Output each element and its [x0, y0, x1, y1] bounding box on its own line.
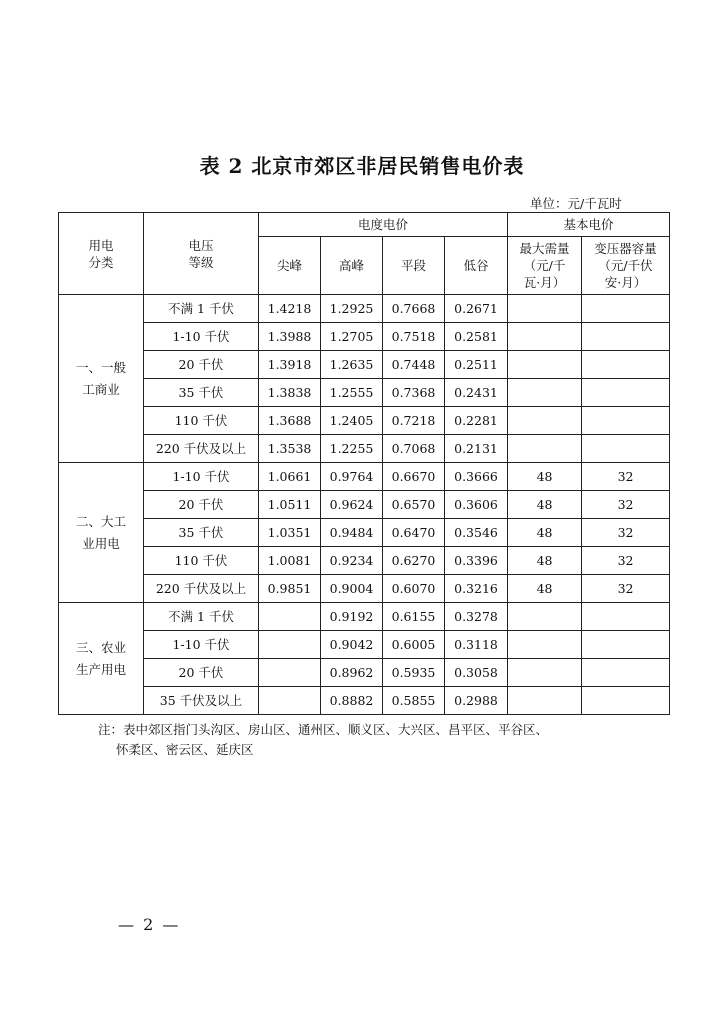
transformer-cell	[582, 323, 670, 351]
category-cell: 三、农业 生产用电	[59, 603, 144, 715]
transformer-cell	[582, 603, 670, 631]
flat-cell: 0.6270	[383, 547, 445, 575]
transformer-cell: 32	[582, 463, 670, 491]
transformer-cell	[582, 631, 670, 659]
voltage-cell: 110 千伏	[144, 407, 259, 435]
page-number: — 2 —	[118, 915, 181, 934]
voltage-cell: 20 千伏	[144, 351, 259, 379]
peak-cell: 1.2255	[321, 435, 383, 463]
peak-cell: 0.9192	[321, 603, 383, 631]
transformer-cell	[582, 687, 670, 715]
max-demand-cell	[508, 379, 582, 407]
peak-cell: 0.9624	[321, 491, 383, 519]
sharp-peak-cell: 1.3918	[259, 351, 321, 379]
peak-cell: 1.2405	[321, 407, 383, 435]
header-transformer	[582, 237, 670, 295]
peak-cell: 0.9484	[321, 519, 383, 547]
sharp-peak-cell: 1.4218	[259, 295, 321, 323]
table-row	[59, 407, 670, 435]
peak-cell: 0.9234	[321, 547, 383, 575]
flat-cell: 0.7218	[383, 407, 445, 435]
header-max-demand-text: 最大需量 （元/千 瓦·月）	[519, 241, 570, 290]
sharp-peak-cell: 1.3688	[259, 407, 321, 435]
header-valley: 低谷	[445, 237, 508, 295]
valley-cell: 0.3058	[445, 659, 508, 687]
peak-cell: 1.2635	[321, 351, 383, 379]
voltage-cell: 20 千伏	[144, 491, 259, 519]
table-row	[59, 575, 670, 603]
voltage-cell: 1-10 千伏	[144, 463, 259, 491]
valley-cell: 0.3546	[445, 519, 508, 547]
unit-label: 单位：元/千瓦时	[530, 196, 622, 211]
voltage-cell: 20 千伏	[144, 659, 259, 687]
valley-cell: 0.2988	[445, 687, 508, 715]
flat-cell: 0.6670	[383, 463, 445, 491]
max-demand-cell	[508, 351, 582, 379]
sharp-peak-cell	[259, 687, 321, 715]
table-title: 表 2 北京市郊区非居民销售电价表	[199, 154, 525, 178]
table-row	[59, 687, 670, 715]
peak-cell: 0.8882	[321, 687, 383, 715]
sharp-peak-cell: 1.0511	[259, 491, 321, 519]
peak-cell: 0.8962	[321, 659, 383, 687]
sharp-peak-cell: 1.3538	[259, 435, 321, 463]
transformer-cell	[582, 295, 670, 323]
header-capacity-group: 基本电价	[508, 213, 670, 237]
sharp-peak-cell	[259, 603, 321, 631]
valley-cell: 0.3666	[445, 463, 508, 491]
max-demand-cell	[508, 631, 582, 659]
transformer-cell: 32	[582, 491, 670, 519]
peak-cell: 1.2555	[321, 379, 383, 407]
header-peak: 高峰	[321, 237, 383, 295]
max-demand-cell	[508, 435, 582, 463]
max-demand-cell	[508, 659, 582, 687]
voltage-cell: 不满 1 千伏	[144, 295, 259, 323]
header-max-demand	[508, 237, 582, 295]
transformer-cell: 32	[582, 575, 670, 603]
transformer-cell: 32	[582, 547, 670, 575]
voltage-cell: 220 千伏及以上	[144, 575, 259, 603]
flat-cell: 0.6005	[383, 631, 445, 659]
voltage-cell: 不满 1 千伏	[144, 603, 259, 631]
sharp-peak-cell: 1.0351	[259, 519, 321, 547]
voltage-cell: 35 千伏	[144, 379, 259, 407]
header-flat: 平段	[383, 237, 445, 295]
category-cell: 二、大工 业用电	[59, 463, 144, 603]
header-category	[59, 213, 144, 295]
flat-cell: 0.7448	[383, 351, 445, 379]
table-row	[59, 435, 670, 463]
transformer-cell	[582, 659, 670, 687]
max-demand-cell: 48	[508, 519, 582, 547]
transformer-cell	[582, 351, 670, 379]
header-transformer-text: 变压器容量 （元/千伏 安·月）	[594, 241, 657, 290]
voltage-cell: 35 千伏	[144, 519, 259, 547]
table-row	[59, 659, 670, 687]
table-row	[59, 491, 670, 519]
header-sharp-peak: 尖峰	[259, 237, 321, 295]
sharp-peak-cell	[259, 631, 321, 659]
valley-cell: 0.3278	[445, 603, 508, 631]
footnote	[98, 720, 548, 760]
table-row	[59, 519, 670, 547]
transformer-cell	[582, 435, 670, 463]
max-demand-cell: 48	[508, 547, 582, 575]
table-row	[59, 603, 670, 631]
table-row	[59, 547, 670, 575]
header-voltage-text: 电压 等级	[188, 237, 214, 270]
transformer-cell	[582, 407, 670, 435]
transformer-cell: 32	[582, 519, 670, 547]
header-category-text: 用电 分类	[88, 237, 114, 270]
flat-cell: 0.7068	[383, 435, 445, 463]
valley-cell: 0.2431	[445, 379, 508, 407]
table-row	[59, 295, 670, 323]
flat-cell: 0.6470	[383, 519, 445, 547]
footnote-line-1: 注：表中郊区指门头沟区、房山区、通州区、顺义区、大兴区、昌平区、平谷区、	[98, 722, 549, 737]
flat-cell: 0.7668	[383, 295, 445, 323]
max-demand-cell	[508, 687, 582, 715]
flat-cell: 0.7368	[383, 379, 445, 407]
max-demand-cell	[508, 407, 582, 435]
voltage-cell: 110 千伏	[144, 547, 259, 575]
valley-cell: 0.2581	[445, 323, 508, 351]
peak-cell: 1.2925	[321, 295, 383, 323]
valley-cell: 0.2671	[445, 295, 508, 323]
sharp-peak-cell: 1.0661	[259, 463, 321, 491]
transformer-cell	[582, 379, 670, 407]
voltage-cell: 1-10 千伏	[144, 323, 259, 351]
max-demand-cell	[508, 603, 582, 631]
flat-cell: 0.6570	[383, 491, 445, 519]
valley-cell: 0.2511	[445, 351, 508, 379]
price-table	[58, 212, 670, 715]
header-voltage	[144, 213, 259, 295]
table-row	[59, 323, 670, 351]
valley-cell: 0.3118	[445, 631, 508, 659]
sharp-peak-cell	[259, 659, 321, 687]
flat-cell: 0.6155	[383, 603, 445, 631]
max-demand-cell: 48	[508, 463, 582, 491]
flat-cell: 0.5935	[383, 659, 445, 687]
flat-cell: 0.7518	[383, 323, 445, 351]
peak-cell: 0.9764	[321, 463, 383, 491]
table-row	[59, 631, 670, 659]
table-row	[59, 379, 670, 407]
peak-cell: 1.2705	[321, 323, 383, 351]
flat-cell: 0.6070	[383, 575, 445, 603]
max-demand-cell	[508, 295, 582, 323]
voltage-cell: 35 千伏及以上	[144, 687, 259, 715]
voltage-cell: 1-10 千伏	[144, 631, 259, 659]
max-demand-cell	[508, 323, 582, 351]
footnote-line-2: 怀柔区、密云区、延庆区	[116, 742, 254, 757]
sharp-peak-cell: 1.0081	[259, 547, 321, 575]
voltage-cell: 220 千伏及以上	[144, 435, 259, 463]
peak-cell: 0.9004	[321, 575, 383, 603]
sharp-peak-cell: 1.3988	[259, 323, 321, 351]
table-row	[59, 463, 670, 491]
header-row-1	[59, 213, 670, 237]
peak-cell: 0.9042	[321, 631, 383, 659]
max-demand-cell: 48	[508, 575, 582, 603]
table-row	[59, 351, 670, 379]
max-demand-cell: 48	[508, 491, 582, 519]
flat-cell: 0.5855	[383, 687, 445, 715]
valley-cell: 0.3396	[445, 547, 508, 575]
sharp-peak-cell: 0.9851	[259, 575, 321, 603]
valley-cell: 0.3606	[445, 491, 508, 519]
valley-cell: 0.2281	[445, 407, 508, 435]
valley-cell: 0.2131	[445, 435, 508, 463]
header-energy-group: 电度电价	[259, 213, 508, 237]
sharp-peak-cell: 1.3838	[259, 379, 321, 407]
category-cell: 一、一般 工商业	[59, 295, 144, 463]
valley-cell: 0.3216	[445, 575, 508, 603]
